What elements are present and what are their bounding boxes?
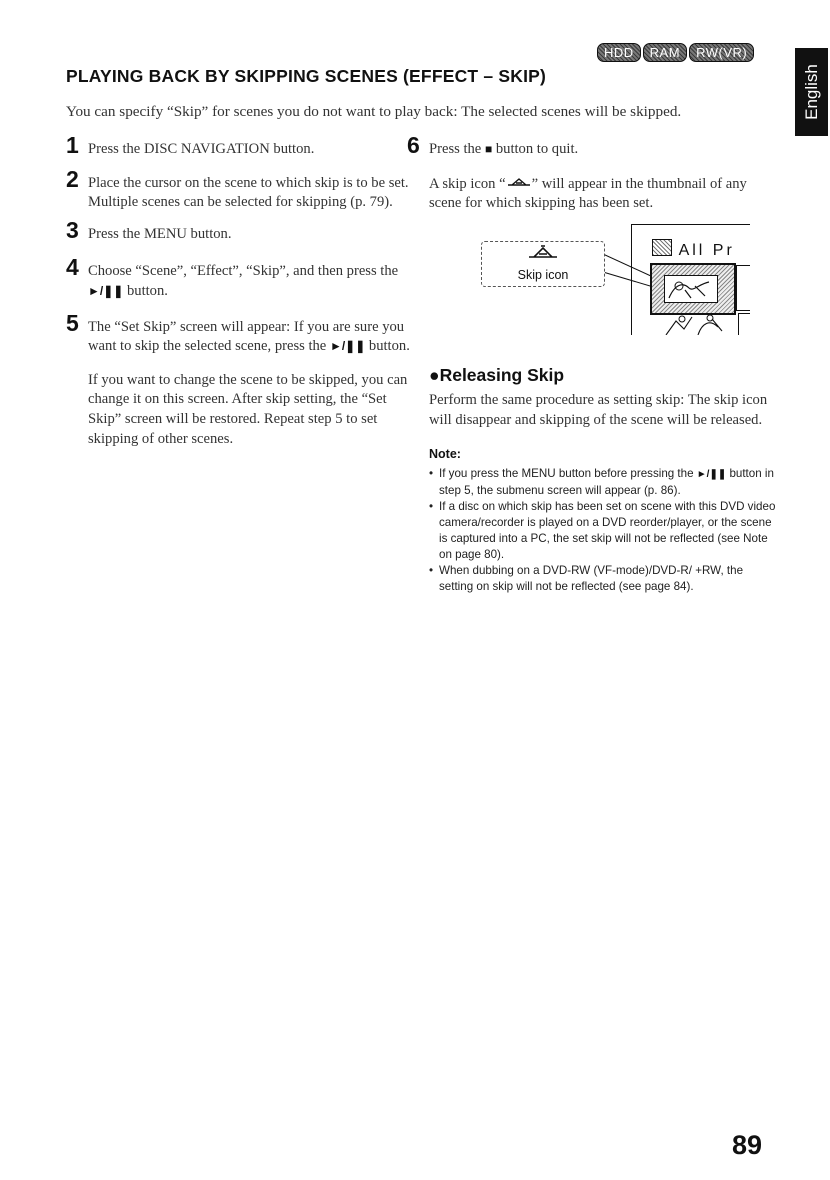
note-item: • If a disc on which skip has been set on scene with this DVD video camera/recorder is played on a DVD reorder/player, or the scene is captured into a PC, the set skip will not be reflected (see Note on page 80). (429, 499, 779, 563)
note-item: • If you press the MENU button before pressing the ►/❚❚ button in step 5, the submenu screen will appear (p. 86). (429, 466, 779, 499)
skip-icon (526, 244, 560, 260)
disc-type-badges (597, 43, 754, 62)
skip-icon (506, 174, 532, 184)
thumbnail-image (664, 275, 718, 303)
next-thumbnail (736, 265, 750, 311)
language-tab (795, 48, 828, 136)
step-text: Press the ■ button to quit. (429, 141, 579, 157)
step-number: 6 (407, 132, 420, 158)
step-text: Choose “Scene”, “Effect”, “Skip”, and then press the ►/❚❚ button. (88, 263, 399, 299)
step-text: Press the DISC NAVIGATION button. (88, 141, 315, 157)
skip-icon-callout (481, 241, 605, 287)
step-number: 4 (66, 254, 79, 281)
step-number: 5 (66, 309, 79, 336)
right-column (407, 132, 779, 595)
screen-header-text: All Pr (678, 241, 735, 259)
step-4 (66, 254, 411, 301)
step-text: Press the MENU button. (88, 225, 232, 242)
note-list (429, 466, 779, 595)
step-extra-text: Multiple scenes can be selected for skipping (p. 79). (88, 194, 393, 211)
left-column (66, 132, 411, 449)
badge-rw-vr: RW(VR) (689, 43, 754, 62)
skip-icon-figure (429, 224, 779, 344)
skip-icon-description: A skip icon “ ” will appear in the thumbnail of any scene for which skipping has been set. (429, 175, 747, 212)
step-5 (66, 309, 411, 450)
step-number: 2 (66, 165, 79, 192)
play-pause-symbol: ►/❚❚ (329, 339, 366, 354)
selected-thumbnail (650, 263, 736, 315)
step-2 (66, 165, 411, 213)
language-tab-label: English (801, 64, 821, 120)
play-pause-symbol: ►/❚❚ (88, 283, 124, 298)
step-text: The “Set Skip” screen will appear: If you are sure you want to skip the selected scene, press the ►/❚❚ button. (88, 318, 410, 355)
step-extra-text: If you want to change the scene to be skipped, you can change it on this screen. After skip setting, the “Set Skip” screen will be restored. Repeat step 5 to set skipping of other scenes. (88, 371, 408, 447)
step-3 (66, 216, 411, 245)
stop-symbol: ■ (484, 142, 493, 156)
intro-text: You can specify “Skip” for scenes you do not want to play back: The selected scenes will be skipped. (66, 103, 682, 120)
step-1 (66, 132, 411, 160)
step-text: Place the cursor on the scene to which skip is to be set. (88, 174, 409, 191)
page-number: 89 (732, 1130, 763, 1160)
disc-navigation-screen (631, 224, 750, 335)
page-title: PLAYING BACK BY SKIPPING SCENES (EFFECT – SKIP) (66, 66, 547, 86)
step-number: 1 (66, 132, 79, 158)
thumbnail-row-2-side (738, 313, 750, 335)
note-item: • When dubbing on a DVD-RW (VF-mode)/DVD-R/ +RW, the setting on skip will not be reflected (see page 84). (429, 563, 779, 595)
step-number: 3 (66, 216, 79, 243)
all-programs-icon (652, 239, 672, 256)
play-pause-symbol: ►/❚❚ (696, 469, 727, 481)
step-6 (407, 132, 779, 160)
skip-icon-label: Skip icon (517, 267, 569, 282)
releasing-skip-text: Perform the same procedure as setting skip: The skip icon will disappear and skipping of the scene will be released. (429, 392, 768, 428)
thumbnail-row-2 (662, 313, 732, 335)
screen-header (652, 239, 750, 261)
note-title: Note: (429, 446, 461, 461)
badge-hdd: HDD (597, 43, 641, 62)
badge-ram: RAM (643, 43, 687, 62)
releasing-skip-heading: ●Releasing Skip (429, 364, 565, 385)
